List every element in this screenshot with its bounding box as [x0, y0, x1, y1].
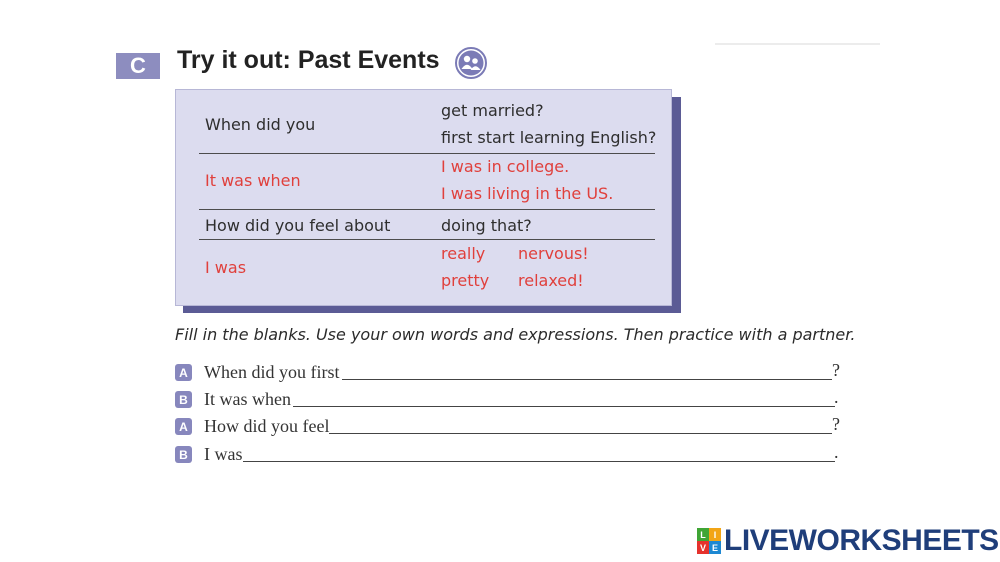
table-divider [199, 209, 655, 210]
exercise-line [175, 416, 845, 438]
row4-adjective-2: relaxed! [518, 271, 584, 290]
answer-blank[interactable] [243, 461, 835, 462]
row4-adverb-1: really [441, 244, 486, 263]
table-divider [199, 239, 655, 240]
row1-right-2: first start learning English? [441, 128, 657, 147]
end-punctuation: . [834, 387, 839, 407]
exercise-line [175, 389, 845, 411]
row3-left: How did you feel about [205, 216, 391, 235]
answer-blank[interactable] [293, 406, 835, 407]
logo-mark-tile: L [697, 528, 709, 541]
row4-adverb-2: pretty [441, 271, 490, 290]
instructions: Fill in the blanks. Use your own words and expressions. Then practice with a partner. [175, 325, 856, 344]
decorative-rule [715, 43, 880, 45]
table-divider [199, 153, 655, 154]
answer-blank[interactable] [329, 433, 832, 434]
row2-right-2: I was living in the US. [441, 184, 614, 203]
speaker-badge: B [175, 391, 192, 408]
row3-right: doing that? [441, 216, 532, 235]
logo-mark-tile: I [709, 528, 721, 541]
exercise-line [175, 444, 845, 466]
row1-left: When did you [205, 115, 316, 134]
end-punctuation: ? [832, 360, 840, 380]
exercise-prompt: I was [204, 444, 243, 464]
section-letter-badge: C [116, 53, 160, 79]
row4-left: I was [205, 258, 247, 277]
answer-blank[interactable] [342, 379, 832, 380]
row4-adjective-1: nervous! [518, 244, 589, 263]
logo-mark-icon [697, 528, 721, 554]
logo-mark-tile: E [709, 541, 721, 554]
speaker-badge: B [175, 446, 192, 463]
row2-right-1: I was in college. [441, 157, 570, 176]
exercise-line [175, 362, 845, 384]
speaker-badge: A [175, 418, 192, 435]
row1-right-1: get married? [441, 101, 544, 120]
pair-work-icon [455, 47, 487, 79]
logo-wordmark: LIVEWORKSHEETS [724, 524, 999, 557]
end-punctuation: ? [832, 414, 840, 434]
row2-left: It was when [205, 171, 301, 190]
speaker-badge: A [175, 364, 192, 381]
section-title: Try it out: Past Events [177, 46, 440, 74]
exercise-prompt: When did you first [204, 362, 340, 382]
logo-mark-tile: V [697, 541, 709, 554]
exercise-prompt: How did you feel [204, 416, 330, 436]
end-punctuation: . [834, 442, 839, 462]
exercise-prompt: It was when [204, 389, 291, 409]
liveworksheets-logo [697, 524, 999, 558]
